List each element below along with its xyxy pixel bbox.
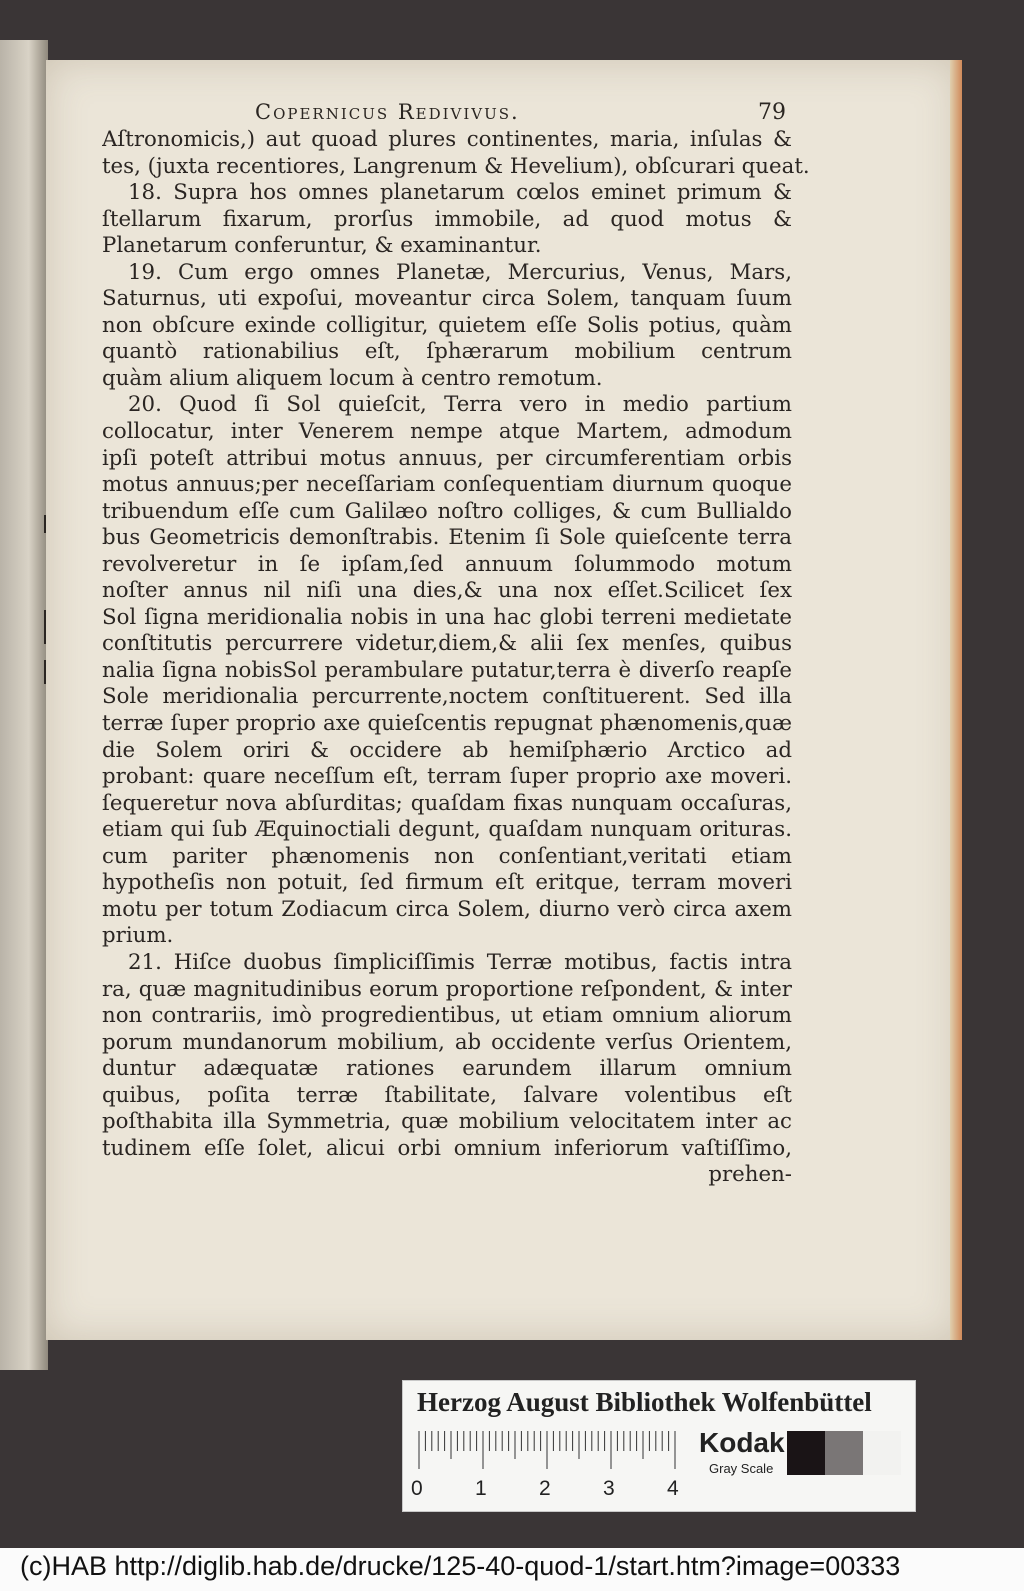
running-head: Copernicus Redivivus. — [255, 100, 520, 124]
text-line: tes, (juxta recentiores, Langrenum & Hevelium), obſcurari queat. — [102, 153, 810, 179]
text-line: ra, quæ magnitudinibus eorum proportione reſpondent, & inter — [102, 976, 792, 1002]
text-line: Planetarum conferuntur, & examinantur. — [102, 233, 542, 259]
library-color-card — [402, 1380, 916, 1512]
text-line: non contrariis, imò progredientibus, ut etiam omnium aliorum — [102, 1003, 792, 1029]
text-line: 21. Hiſce duobus ſimpliciſſimis Terræ motibus, factis intra — [128, 949, 792, 975]
text-line: quibus, poſita terræ ſtabilitate, ſalvare volentibus eſt — [102, 1082, 792, 1108]
kodak-logo: Kodak — [699, 1427, 785, 1458]
scale-number: 1 — [475, 1477, 487, 1500]
text-line: quantò rationabilius eſt, ſphærarum mobilium centrum — [102, 339, 792, 365]
text-line: Sol ſigna meridionalia nobis in una hac globi terreni medietate — [102, 604, 792, 630]
text-line: 20. Quod ſi Sol quieſcit, Terra vero in medio partium — [128, 392, 792, 418]
text-line: motus annuus;per neceſſariam conſequentiam diurnum quoque — [102, 472, 792, 498]
scale-number: 3 — [603, 1477, 615, 1500]
gray-swatch — [825, 1431, 863, 1475]
library-name: Herzog August Bibliothek Wolfenbüttel — [417, 1387, 872, 1417]
text-line: tribuendum eſſe cum Galilæo noſtro colliges, & cum Bullialdo — [102, 498, 792, 524]
centimeter-ruler — [417, 1431, 679, 1471]
text-line: nalia ſigna nobisSol perambulare putatur,terra è diverſo reapſe — [102, 657, 792, 683]
text-line: terræ ſuper proprio axe quieſcentis repugnat phænomenis,quæ — [102, 711, 792, 737]
text-line: tudinem eſſe ſolet, alicui orbi omnium inferiorum vaſtiſſimo, — [102, 1135, 792, 1161]
scale-number: 2 — [539, 1477, 551, 1500]
text-line: prium. — [102, 923, 174, 949]
text-line: 18. Supra hos omnes planetarum cœlos eminet primum & — [128, 180, 792, 206]
gray-swatch — [787, 1431, 825, 1475]
text-line: Sole meridionalia percurrente,noctem conſtituerent. Sed illa — [102, 684, 792, 710]
text-line: probant: quare neceſſum eſt, terram ſuper proprio axe moveri. — [102, 764, 792, 790]
text-line: porum mundanorum mobilium, ab occidente verſus Orientem, — [102, 1029, 792, 1055]
text-line: duntur adæquatæ rationes earundem illarum omnium — [102, 1056, 792, 1082]
margin-mark — [44, 515, 46, 533]
body-text — [102, 127, 810, 1189]
text-line: noſter annus nil niſi una dies,& una nox eſſet.Scilicet ſex — [102, 578, 792, 604]
gray-scale-caption: Gray Scale — [709, 1461, 774, 1476]
text-line: 19. Cum ergo omnes Planetæ, Mercurius, Venus, Mars, — [128, 259, 792, 285]
text-line: hypotheſis non potuit, ſed firmum eſt eritque, terram moveri — [102, 870, 792, 896]
text-line: prehen- — [708, 1162, 792, 1188]
text-line: revolveretur in ſe ipſam,ſed annuum ſolummodo motum — [102, 551, 792, 577]
text-line: conſtitutis percurrere videtur,diem,& alii ſex menſes, quibus — [102, 631, 792, 657]
margin-mark — [44, 660, 46, 684]
gray-swatch — [863, 1431, 901, 1475]
margin-mark — [44, 610, 46, 644]
text-line: Saturnus, uti expoſui, moveantur circa Solem, tanquam ſuum — [102, 286, 792, 312]
text-line: non obſcure exinde colligitur, quietem eſſe Solis potius, quàm — [102, 312, 792, 338]
text-line: die Solem oriri & occidere ab hemiſphærio Arctico ad — [102, 737, 792, 763]
text-line: Aſtronomicis,) aut quoad plures continentes, maria, inſulas & — [102, 127, 792, 152]
text-line: poſthabita illa Symmetria, quæ mobilium velocitatem inter ac — [102, 1109, 792, 1135]
text-line: collocatur, inter Venerem nempe atque Martem, admodum — [102, 419, 792, 445]
text-line: etiam qui ſub Æquinoctiali degunt, quaſdam nunquam orituras. — [102, 817, 792, 843]
scale-number: 0 — [411, 1477, 423, 1500]
scale-number: 4 — [667, 1477, 679, 1500]
text-line: motu per totum Zodiacum circa Solem, diurno verò circa axem — [102, 896, 792, 922]
text-line: ſequeretur nova abſurditas; quaſdam fixas nunquam occaſuras, — [102, 790, 792, 816]
page-edge — [950, 60, 962, 1340]
text-line: cum pariter phænomenis non conſentiant,veritati etiam — [102, 843, 792, 869]
copyright-url[interactable]: (c)HAB http://diglib.hab.de/drucke/125-40-quod-1/start.htm?image=00333 — [20, 1551, 901, 1581]
facing-page-edge — [0, 40, 48, 1370]
text-line: ipſi poteſt attribui motus annuus, per circumferentiam orbis — [102, 445, 792, 471]
copyright-footer — [0, 1548, 1024, 1591]
page-number: 79 — [758, 100, 786, 125]
text-line: quàm alium aliquem locum à centro remotum. — [102, 365, 603, 391]
text-line: bus Geometricis demonſtrabis. Etenim ſi Sole quieſcente terra — [102, 525, 792, 551]
text-line: ſtellarum fixarum, prorſus immobile, ad quod motus & — [102, 206, 792, 232]
